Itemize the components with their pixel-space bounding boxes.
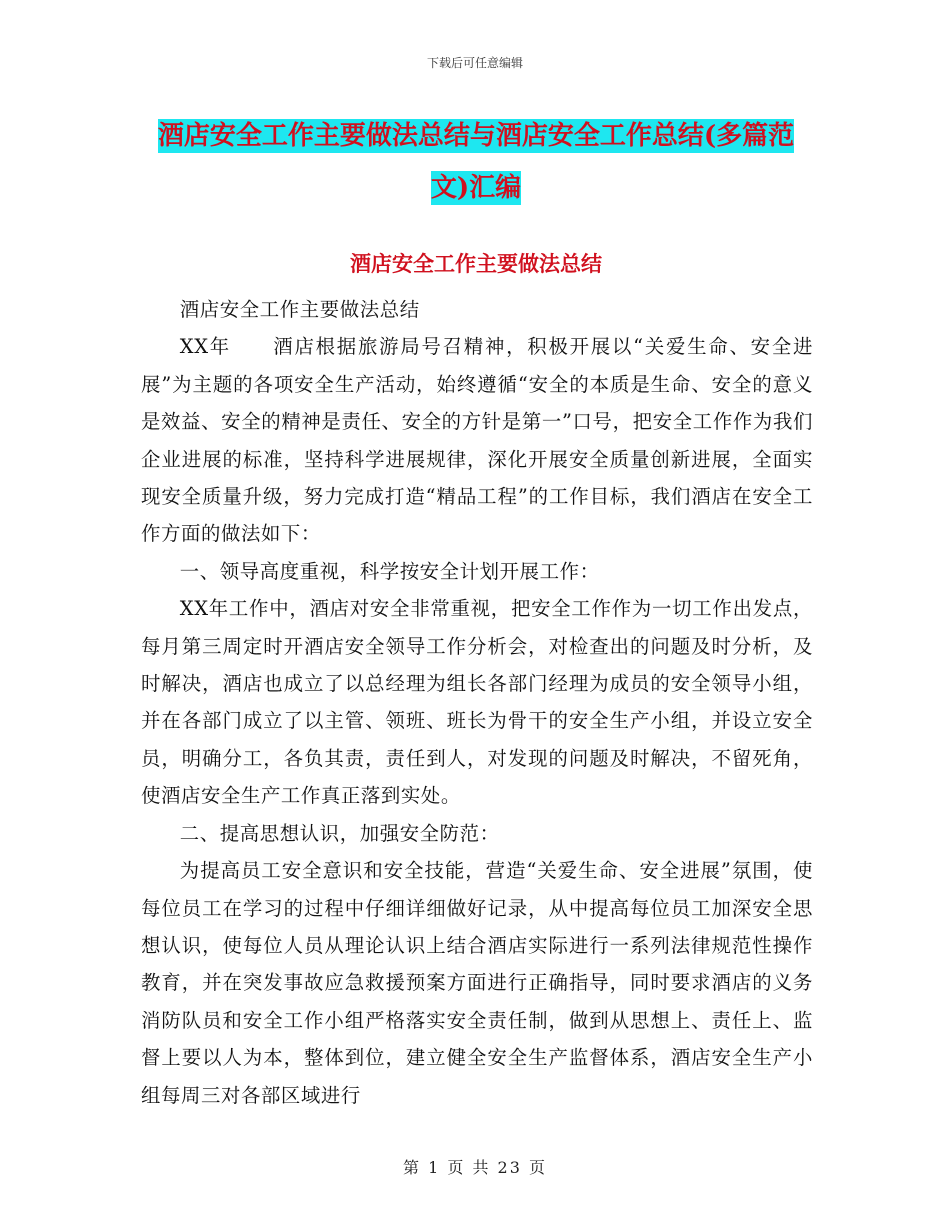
body-paragraph: XX年工作中，酒店对安全非常重视，把安全工作作为一切工作出发点，每月第三周定时开酒店安全领导工作分析会，对检查出的问题及时分析，及时解决，酒店也成立了以总经理为组长各部门经理为成员的安全领导小组，并在各部门成立了以主管、领班、班长为骨干的安全生产小组，并设立安全员，明确分工，各负其责，责任到人，对发现的问题及时解决，不留死角，使酒店安全生产工作真正落到实处。: [141, 597, 813, 808]
document-title-text: 酒店安全工作主要做法总结与酒店安全工作总结(多篇范文)汇编: [157, 121, 795, 203]
header-note: 下载后可任意编辑: [426, 56, 523, 70]
document-title: [140, 110, 812, 214]
body-paragraph: XX年 酒店根据旅游局号召精神，积极开展以“关爱生命、安全进展”为主题的各项安全生产活动，始终遵循“安全的本质是生命、安全的意义是效益、安全的精神是责任、安全的方针是第一”口号，把安全工作作为我们企业进展的标准，坚持科学进展规律，深化开展安全质量创新进展，全面实现安全质量升级，努力完成打造“精品工程”的工作目标，我们酒店在安全工作方面的做法如下：: [141, 335, 813, 546]
body-paragraph: 酒店安全工作主要做法总结: [179, 298, 420, 321]
body-paragraph: 二、提高思想认识，加强安全防范：: [179, 821, 500, 845]
body-paragraph: 为提高员工安全意识和安全技能，营造“关爱生命、安全进展”氛围，使每位员工在学习的过程中仔细详细做好记录，从中提高每位员工加深安全思想认识，使每位人员从理论认识上结合酒店实际进行一系列法律规范性操作教育，并在突发事故应急救援预案方面进行正确指导，同时要求酒店的义务消防队员和安全工作小组严格落实安全责任制，做到从思想上、责任上、监督上要以人为本，整体到位，建立健全安全生产监督体系，酒店安全生产小组每周三对各部区域进行: [141, 859, 813, 1107]
page-number: 第 1 页 共 23 页: [403, 1158, 547, 1177]
section-title: 酒店安全工作主要做法总结: [350, 251, 602, 276]
body-paragraph: 一、领导高度重视，科学按安全计划开展工作：: [179, 559, 600, 583]
document-body: [141, 291, 813, 1114]
